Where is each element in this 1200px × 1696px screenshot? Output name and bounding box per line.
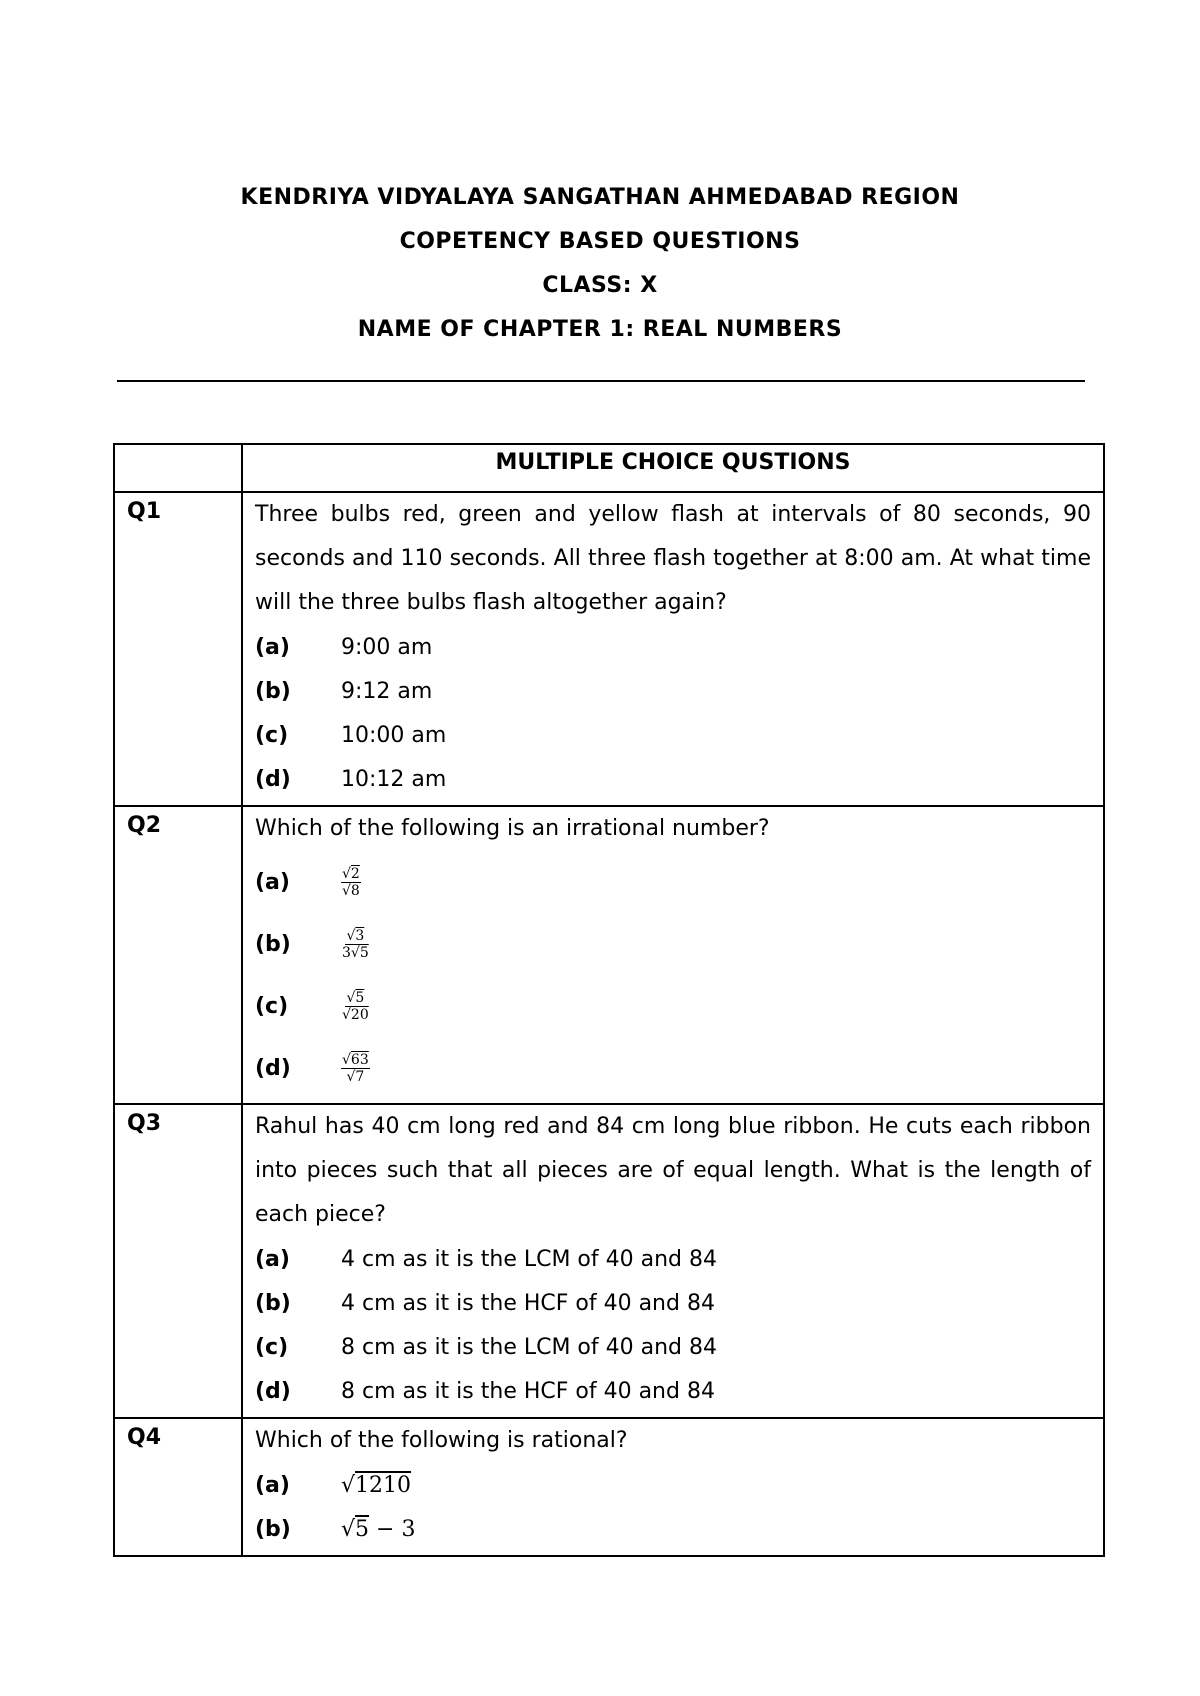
option-label: (a)	[255, 634, 290, 660]
option-label: (b)	[255, 678, 291, 704]
option	[255, 757, 1091, 801]
table-heading-row	[114, 444, 1104, 492]
option	[255, 1037, 1091, 1099]
option	[255, 1281, 1091, 1325]
denominator-coefficient: 3	[342, 944, 351, 961]
radicand: 5	[355, 1516, 370, 1542]
numerator-radicand: 63	[350, 1051, 369, 1068]
heading-blank-cell	[114, 444, 242, 492]
denominator-radicand: 7	[355, 1068, 365, 1085]
option	[255, 913, 1091, 975]
class-label: CLASS: X	[542, 273, 658, 298]
option-label: (d)	[255, 1378, 291, 1404]
denominator-radicand: 5	[359, 944, 369, 961]
option	[255, 713, 1091, 757]
denominator-radicand: 20	[350, 1006, 369, 1023]
question-row	[114, 492, 1104, 806]
option	[255, 975, 1091, 1037]
question-number: Q1	[114, 492, 242, 806]
question-row	[114, 1104, 1104, 1418]
question-row	[114, 1418, 1104, 1556]
chapter-title: NAME OF CHAPTER 1: REAL NUMBERS	[357, 317, 843, 342]
option-label: (a)	[255, 1246, 290, 1272]
fraction-expression: $\frac{√63}{√7}$	[342, 1051, 369, 1085]
question-body	[242, 806, 1104, 1104]
fraction-expression: $\frac{√3}{3√5}$	[342, 927, 369, 961]
option-text: 9:12 am	[341, 678, 433, 704]
denominator-radicand: 8	[350, 882, 360, 899]
question-number: Q2	[114, 806, 242, 1104]
option	[255, 1463, 1091, 1507]
option-text: 8 cm as it is the HCF of 40 and 84	[341, 1378, 715, 1404]
option-label: (b)	[255, 1516, 291, 1542]
option	[255, 851, 1091, 913]
question-text: Which of the following is rational?	[255, 1428, 628, 1453]
region-title: KENDRIYA VIDYALAYA SANGATHAN AHMEDABAD REGION	[240, 185, 960, 210]
question-body	[242, 1418, 1104, 1556]
option-text: 10:12 am	[341, 766, 447, 792]
questions-table	[113, 443, 1105, 1557]
option	[255, 1325, 1091, 1369]
option	[255, 1369, 1091, 1413]
option-label: (c)	[255, 722, 289, 748]
expression-suffix: − 3	[369, 1516, 416, 1542]
option-text: 9:00 am	[341, 634, 433, 660]
option-text: 4 cm as it is the HCF of 40 and 84	[341, 1290, 715, 1316]
option-label: (b)	[255, 931, 291, 957]
question-number: Q4	[114, 1418, 242, 1556]
fraction-expression: $\frac{√2}{√8}$	[342, 865, 360, 899]
option-label: (a)	[255, 1472, 290, 1498]
table-heading: MULTIPLE CHOICE QUSTIONS	[242, 444, 1104, 492]
question-text: Rahul has 40 cm long red and 84 cm long blue ribbon. He cuts each ribbon into pieces such that all pieces are of equal length. What is the length of each piece?	[255, 1114, 1091, 1227]
option-label: (c)	[255, 1334, 289, 1360]
option-label: (c)	[255, 993, 289, 1019]
question-number: Q3	[114, 1104, 242, 1418]
option-label: (a)	[255, 869, 290, 895]
question-body	[242, 492, 1104, 806]
numerator-radicand: 3	[355, 927, 365, 944]
radical-expression: √1210	[341, 1472, 412, 1498]
fraction-expression: $\frac{√5}{√20}$	[342, 989, 369, 1023]
numerator-radicand: 5	[355, 989, 365, 1006]
numerator-radicand: 2	[350, 865, 360, 882]
radicand: 1210	[355, 1472, 412, 1498]
option	[255, 1507, 1091, 1551]
question-body	[242, 1104, 1104, 1418]
question-text: Three bulbs red, green and yellow flash at intervals of 80 seconds, 90 seconds and 110 seconds. All three flash together at 8:00 am. At what time will the three bulbs flash altogether again?	[255, 502, 1091, 615]
option-text: 8 cm as it is the LCM of 40 and 84	[341, 1334, 717, 1360]
question-row	[114, 806, 1104, 1104]
option	[255, 1237, 1091, 1281]
option-text: 10:00 am	[341, 722, 447, 748]
header-divider	[117, 380, 1085, 382]
option-label: (d)	[255, 1055, 291, 1081]
option-text: 4 cm as it is the LCM of 40 and 84	[341, 1246, 717, 1272]
document-header	[0, 176, 1200, 352]
option	[255, 625, 1091, 669]
question-text: Which of the following is an irrational number?	[255, 816, 770, 841]
radical-expression: √5 − 3	[341, 1516, 416, 1542]
option-label: (b)	[255, 1290, 291, 1316]
option	[255, 669, 1091, 713]
option-label: (d)	[255, 766, 291, 792]
document-subtitle: COPETENCY BASED QUESTIONS	[399, 229, 801, 254]
